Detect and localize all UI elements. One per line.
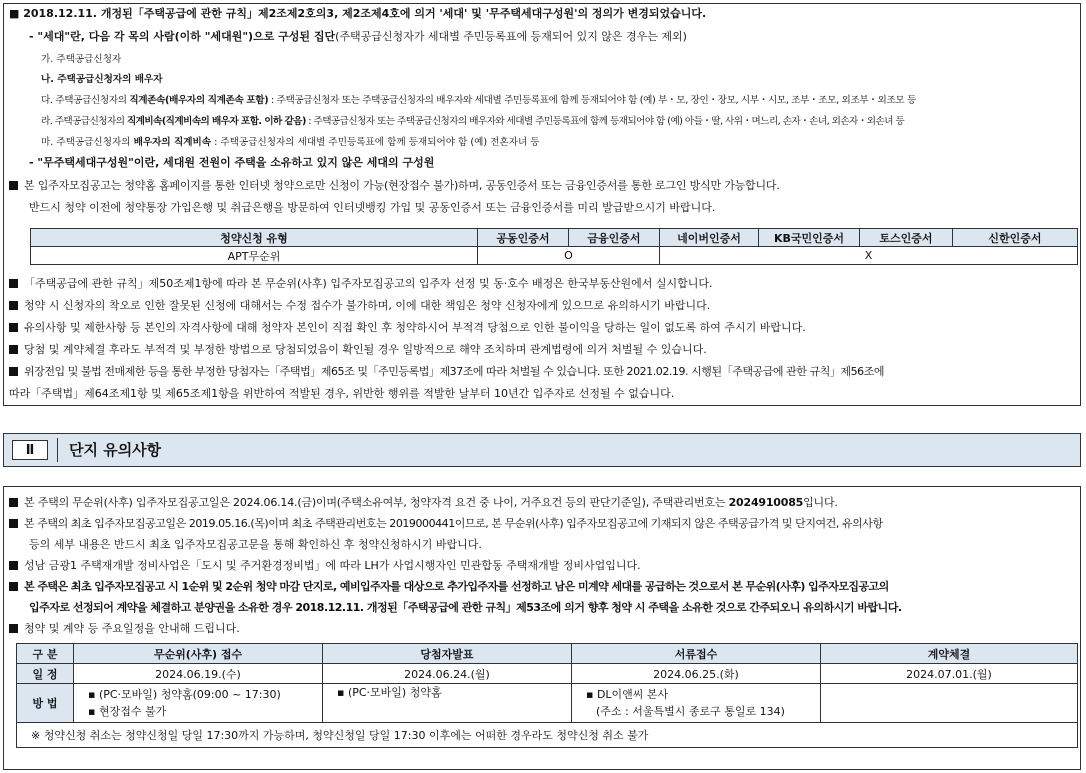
section2-para-4: 본 주택은 최초 입주자모집공고 시 1순위 및 2순위 청약 마감 단지로, 예비입주자를 대상으로 추가입주자를 선정하고 남은 미계약 세대를 공급하는 것으로서 본 무순위(사후) 입주자모집공고의 <box>9 578 889 596</box>
notice-line-6: 라. 주택공급신청자의 직계비속(직계비속의 배우자 포함. 이하 같음) : 주택공급신청자 또는 주택공급신청자의 배우자와 세대별 주민등록표에 함께 등재되어야 함 (예) 아들・딸, 사위・며느리, 손자・손녀, 외손자・외손녀 등 <box>41 116 905 127</box>
cert-row-not-allowed: X <box>660 247 1078 265</box>
notice-line-8: - "무주택세대구성원"이란, 세대원 전원이 주택을 소유하고 있지 않은 세대의 구성원 <box>29 156 435 169</box>
schedule-method-documents-line2: (주소 : 서울특별시 종로구 통일로 134) <box>596 705 785 718</box>
notice-bullet-1: 「주택공급에 관한 규칙」제50조제1항에 따라 본 무순위(사후) 입주자모집공고의 입주자 선정 및 동·호수 배정은 한국부동산원에서 실시합니다. <box>9 275 712 293</box>
section2-para-2-cont: 등의 세부 내용은 반드시 최초 입주자모집공고문을 통해 확인하신 후 청약신청하시기 바랍니다. <box>29 538 482 551</box>
schedule-method-apply-line2: ▪ 현장접수 불가 <box>88 705 167 718</box>
schedule-table <box>16 643 1078 748</box>
notice-line-7: 마. 주택공급신청자의 배우자의 직계비속 : 주택공급신청자의 세대별 주민등록표에 함께 등재되어야 함 (예) 전혼자녀 등 <box>41 137 540 148</box>
schedule-header-announce: 당첨자발표 <box>323 644 572 664</box>
notice-line-2: - "세대"란, 다음 각 목의 사람(이하 "세대원")으로 구성된 집단(주택공급신청자가 세대별 주민등록표에 등재되어 있지 않은 경우는 제외) <box>29 30 687 43</box>
notice-line-10: 반드시 청약 이전에 청약통장 가입은행 및 취급은행을 방문하여 인터넷뱅킹 가입 및 공동인증서 또는 금융인증서를 미리 발급받으시기 바랍니다. <box>29 201 716 214</box>
schedule-method-apply-line1: ▪ (PC·모바일) 청약홈(09:00 ~ 17:30) <box>88 688 281 701</box>
schedule-method-documents-line1: ▪ DL이앤씨 본사 <box>586 688 669 701</box>
schedule-method-documents <box>572 684 821 723</box>
cert-row-type: APT무순위 <box>31 247 478 265</box>
notice-line-9: 본 입주자모집공고는 청약홈 홈페이지를 통한 인터넷 청약으로만 신청이 가능(현장접수 불가)하며, 공동인증서 또는 금융인증서를 통한 로그인 방식만 가능합니다. <box>9 177 780 195</box>
notice-line-4: 나. 주택공급신청자의 배우자 <box>41 74 163 85</box>
cert-header-toss: 토스인증서 <box>860 229 953 247</box>
cert-header-naver: 네이버인증서 <box>660 229 759 247</box>
section2-para-5: 청약 및 계약 등 주요일정을 안내해 드립니다. <box>9 620 240 638</box>
cert-header-kb: KB국민인증서 <box>759 229 860 247</box>
section-number: Ⅱ <box>12 440 48 460</box>
schedule-method-apply <box>74 684 323 723</box>
schedule-header-contract: 계약체결 <box>821 644 1078 664</box>
cert-header-joint: 공동인증서 <box>478 229 569 247</box>
section-divider <box>57 438 58 462</box>
schedule-date-contract: 2024.07.01.(월) <box>821 664 1078 684</box>
section2-para-2: 본 주택의 최초 입주자모집공고일은 2019.05.16.(목)이며 최초 주택관리번호는 2019000441이므로, 본 무순위(사후) 입주자모집공고에 기재되지 않은 주택공급가격 및 단지여건, 유의사항 <box>9 515 883 533</box>
section2-para-1: 본 주택의 무순위(사후) 입주자모집공고일은 2024.06.14.(금)이며(주택소유여부, 청약자격 요건 중 나이, 거주요건 등의 판단기준일), 주택관리번호는 2024910085입니다. <box>9 494 838 512</box>
schedule-row-date-label: 일 정 <box>17 664 74 684</box>
schedule-row-method-label: 방 법 <box>17 684 74 723</box>
notice-bullet-5: 위장전입 및 불법 전매제한 등을 통한 부정한 당첨자는「주택법」제65조 및「주민등록법」제37조에 따라 처벌될 수 있습니다. 또한 2021.02.19. 시행된「주택공급에 관한 규칙」제56조에 <box>9 363 884 381</box>
cert-row-allowed: O <box>478 247 660 265</box>
notice-bullet-2: 청약 시 신청자의 착오로 인한 잘못된 신청에 대해서는 수정 접수가 불가하며, 이에 대한 책임은 청약 신청자에게 있으므로 유의하시기 바랍니다. <box>9 297 710 315</box>
cert-header-finance: 금융인증서 <box>569 229 660 247</box>
notice-line-1: ■ 2018.12.11. 개정된「주택공급에 관한 규칙」제2조제2호의3, 제2조제4호에 의거 '세대' 및 '무주택세대구성원'의 정의가 변경되었습니다. <box>9 7 707 20</box>
section-header <box>3 433 1081 467</box>
certificate-table <box>30 228 1078 265</box>
schedule-note: ※ 청약신청 취소는 청약신청일 당일 17:30까지 가능하며, 청약신청일 당일 17:30 이후에는 어떠한 경우라도 청약신청 취소 불가 <box>17 723 1078 748</box>
section-title: 단지 유의사항 <box>69 441 162 459</box>
schedule-method-announce: ▪ (PC·모바일) 청약홈 <box>323 684 572 723</box>
schedule-header-documents: 서류접수 <box>572 644 821 664</box>
section2-para-4-cont: 입주자로 선정되어 계약을 체결하고 분양권을 소유한 경우 2018.12.11. 개정된「주택공급에 관한 규칙」제53조에 의거 향후 청약 시 주택을 소유한 것으로 간주되오니 유의하시기 바랍니다. <box>29 601 902 614</box>
cert-header-type: 청약신청 유형 <box>31 229 478 247</box>
notice-line-3: 가. 주택공급신청자 <box>41 54 122 65</box>
schedule-date-documents: 2024.06.25.(화) <box>572 664 821 684</box>
cert-header-shinhan: 신한인증서 <box>953 229 1078 247</box>
notice-bullet-4: 당첨 및 계약체결 후라도 부적격 및 부정한 방법으로 당첨되었음이 확인될 경우 일방적으로 해약 조치하며 관계법령에 의거 처벌될 수 있습니다. <box>9 341 707 359</box>
section2-para-3: 성남 금광1 주택재개발 정비사업은「도시 및 주거환경정비법」에 따라 LH가 사업시행자인 민관합동 주택재개발 정비사업입니다. <box>9 557 641 575</box>
notice-bullet-5-cont: 따라「주택법」제64조제1항 및 제65조제1항을 위반하여 적발된 경우, 위반한 행위를 적발한 날부터 10년간 입주자로 선정될 수 없습니다. <box>9 387 675 400</box>
notice-line-5: 다. 주택공급신청자의 직계존속(배우자의 직계존속 포함) : 주택공급신청자 또는 주택공급신청자의 배우자와 세대별 주민등록표에 함께 등재되어야 함 (예) 부・모, 장인・장모, 시부・시모, 조부・조모, 외조부・외조모 등 <box>41 95 916 106</box>
schedule-method-contract <box>821 684 1078 723</box>
schedule-date-announce: 2024.06.24.(월) <box>323 664 572 684</box>
schedule-header-category: 구 분 <box>17 644 74 664</box>
schedule-date-apply: 2024.06.19.(수) <box>74 664 323 684</box>
notice-bullet-3: 유의사항 및 제한사항 등 본인의 자격사항에 대해 청약자 본인이 직접 확인 후 청약하시어 부적격 당첨으로 인한 불이익을 당하는 일이 없도록 하여 주시기 바랍니다. <box>9 319 806 337</box>
schedule-header-apply: 무순위(사후) 접수 <box>74 644 323 664</box>
